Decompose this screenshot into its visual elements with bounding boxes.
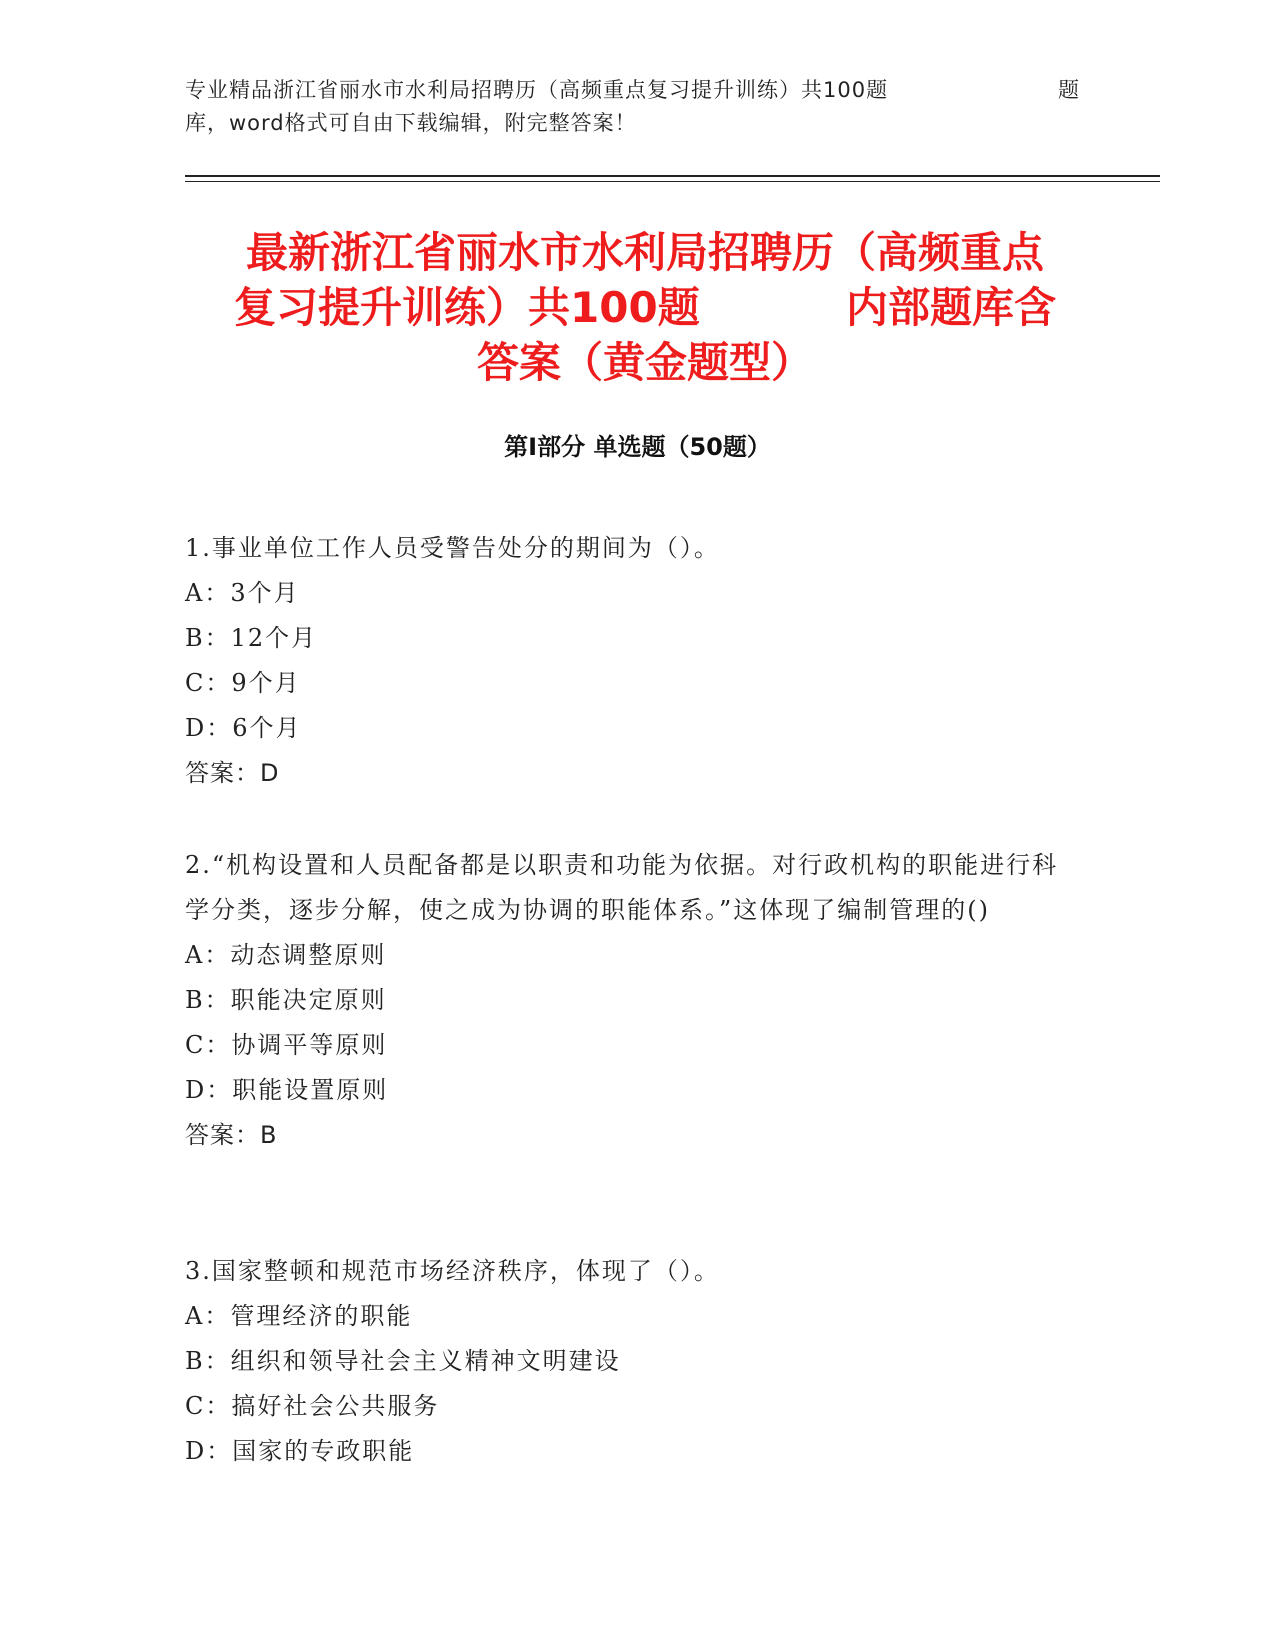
question-1 — [185, 526, 1065, 796]
question-stem: 3.国家整顿和规范市场经济秩序，体现了（）。 — [185, 1257, 720, 1285]
option-b: B：职能决定原则 — [185, 986, 387, 1014]
option-a: A：动态调整原则 — [185, 941, 387, 969]
header-line-1 — [185, 74, 1080, 107]
option-a: A：管理经济的职能 — [185, 1302, 413, 1330]
question-3 — [185, 1249, 1065, 1474]
section-heading: 第Ⅰ部分 单选题（50题） — [504, 433, 771, 461]
option-c: C：9个月 — [185, 669, 301, 697]
option-b: B：组织和领导社会主义精神文明建设 — [185, 1347, 621, 1375]
title-line-2: 复习提升训练）共100题 内部题库含 — [234, 283, 1056, 332]
question-stem: 1.事业单位工作人员受警告处分的期间为（）。 — [185, 534, 720, 562]
option-c: C：搞好社会公共服务 — [185, 1392, 440, 1420]
option-d: D：国家的专政职能 — [185, 1437, 415, 1465]
header-text-line2: 库，word格式可自由下载编辑，附完整答案！ — [185, 111, 637, 135]
option-b: B：12个月 — [185, 624, 318, 652]
option-d: D：6个月 — [185, 714, 302, 742]
option-c: C：协调平等原则 — [185, 1031, 388, 1059]
header-text-right: 题 — [1058, 78, 1080, 102]
title-line-3: 答案（黄金题型） — [476, 338, 813, 387]
document-title — [180, 225, 1110, 390]
question-stem: 2.“机构设置和人员配备都是以职责和功能为依据。对行政机构的职能进行科学分类，逐步分解，使之成为协调的职能体系。”这体现了编制管理的() — [185, 851, 1059, 924]
option-d: D：职能设置原则 — [185, 1076, 389, 1104]
answer: 答案：B — [185, 1121, 278, 1149]
question-2 — [185, 843, 1065, 1158]
header-divider-thick — [185, 175, 1160, 177]
header-divider-thin — [185, 181, 1160, 182]
header-line-2 — [185, 107, 1080, 140]
document-header — [185, 74, 1080, 140]
header-text-left: 专业精品浙江省丽水市水利局招聘历（高频重点复习提升训练）共100题 — [185, 78, 889, 102]
option-a: A：3个月 — [185, 579, 300, 607]
answer: 答案：D — [185, 759, 280, 787]
title-line-1: 最新浙江省丽水市水利局招聘历（高频重点 — [245, 228, 1044, 277]
